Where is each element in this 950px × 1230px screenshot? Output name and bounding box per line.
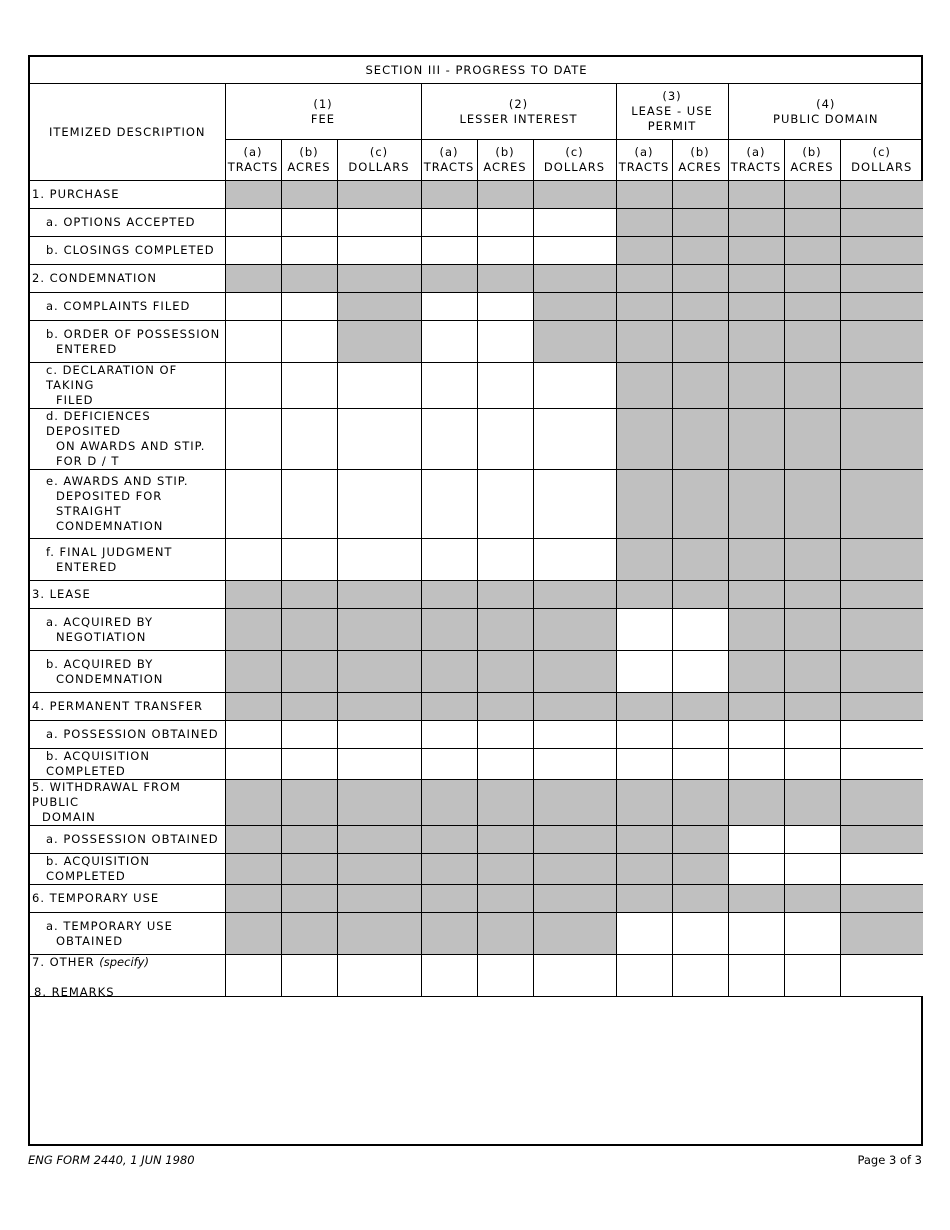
row-label: 2. CONDEMNATION xyxy=(30,265,225,293)
shaded-cell xyxy=(840,913,923,955)
entry-cell[interactable] xyxy=(281,721,337,749)
shaded-cell xyxy=(616,885,672,913)
shaded-cell xyxy=(784,293,840,321)
table-row xyxy=(30,651,923,693)
shaded-cell xyxy=(281,826,337,854)
shaded-cell xyxy=(616,237,672,265)
row-label: 6. TEMPORARY USE xyxy=(30,885,225,913)
shaded-cell xyxy=(616,693,672,721)
sub-header-acres: (b) ACRES xyxy=(477,140,533,181)
shaded-cell xyxy=(281,913,337,955)
entry-cell[interactable] xyxy=(225,237,281,265)
entry-cell[interactable] xyxy=(672,609,728,651)
entry-cell[interactable] xyxy=(840,749,923,780)
shaded-cell xyxy=(337,265,421,293)
shaded-cell xyxy=(421,693,477,721)
shaded-cell xyxy=(533,693,616,721)
shaded-cell xyxy=(225,826,281,854)
shaded-cell xyxy=(421,581,477,609)
table-row xyxy=(30,885,923,913)
table-row xyxy=(30,609,923,651)
shaded-cell xyxy=(477,854,533,885)
entry-cell[interactable] xyxy=(616,721,672,749)
shaded-cell xyxy=(421,265,477,293)
entry-cell[interactable] xyxy=(281,749,337,780)
entry-cell[interactable] xyxy=(477,321,533,363)
shaded-cell xyxy=(840,581,923,609)
shaded-cell xyxy=(533,913,616,955)
entry-cell[interactable] xyxy=(477,363,533,409)
shaded-cell xyxy=(728,181,784,209)
sub-header-tracts: (a) TRACTS xyxy=(616,140,672,181)
shaded-cell xyxy=(477,651,533,693)
entry-cell[interactable] xyxy=(421,539,477,581)
shaded-cell xyxy=(225,609,281,651)
table-row xyxy=(30,265,923,293)
shaded-cell xyxy=(840,363,923,409)
entry-cell[interactable] xyxy=(477,409,533,470)
shaded-cell xyxy=(728,363,784,409)
shaded-cell xyxy=(337,693,421,721)
shaded-cell xyxy=(840,470,923,539)
sub-header-tracts: (a) TRACTS xyxy=(225,140,281,181)
entry-cell[interactable] xyxy=(533,237,616,265)
shaded-cell xyxy=(616,470,672,539)
entry-cell[interactable] xyxy=(672,651,728,693)
table-row xyxy=(30,693,923,721)
shaded-cell xyxy=(784,651,840,693)
shaded-cell xyxy=(672,409,728,470)
shaded-cell xyxy=(728,693,784,721)
shaded-cell xyxy=(337,609,421,651)
shaded-cell xyxy=(840,181,923,209)
entry-cell[interactable] xyxy=(281,363,337,409)
entry-cell[interactable] xyxy=(421,293,477,321)
shaded-cell xyxy=(616,581,672,609)
shaded-cell xyxy=(840,539,923,581)
shaded-cell xyxy=(672,539,728,581)
shaded-cell xyxy=(784,181,840,209)
shaded-cell xyxy=(784,470,840,539)
entry-cell[interactable] xyxy=(225,749,281,780)
shaded-cell xyxy=(616,181,672,209)
row-label: a. POSSESSION OBTAINED xyxy=(30,826,225,854)
shaded-cell xyxy=(728,885,784,913)
row-label: d. DEFICIENCES DEPOSITED ON AWARDS AND STIP. FOR D / T xyxy=(30,409,225,470)
row-label: a. OPTIONS ACCEPTED xyxy=(30,209,225,237)
shaded-cell xyxy=(533,265,616,293)
shaded-cell xyxy=(337,826,421,854)
row-label: c. DECLARATION OF TAKING FILED xyxy=(30,363,225,409)
entry-cell[interactable] xyxy=(337,237,421,265)
entry-cell[interactable] xyxy=(337,721,421,749)
shaded-cell xyxy=(337,181,421,209)
shaded-cell xyxy=(728,209,784,237)
entry-cell[interactable] xyxy=(225,293,281,321)
shaded-cell xyxy=(616,539,672,581)
table-row xyxy=(30,539,923,581)
shaded-cell xyxy=(421,826,477,854)
shaded-cell xyxy=(281,854,337,885)
entry-cell[interactable] xyxy=(728,749,784,780)
entry-cell[interactable] xyxy=(281,539,337,581)
shaded-cell xyxy=(421,609,477,651)
shaded-cell xyxy=(672,237,728,265)
entry-cell[interactable] xyxy=(281,293,337,321)
shaded-cell xyxy=(728,237,784,265)
shaded-cell xyxy=(337,321,421,363)
entry-cell[interactable] xyxy=(784,749,840,780)
shaded-cell xyxy=(672,321,728,363)
shaded-cell xyxy=(533,826,616,854)
shaded-cell xyxy=(784,237,840,265)
entry-cell[interactable] xyxy=(672,721,728,749)
sub-header-tracts: (a) TRACTS xyxy=(421,140,477,181)
shaded-cell xyxy=(421,854,477,885)
entry-cell[interactable] xyxy=(281,470,337,539)
entry-cell[interactable] xyxy=(477,293,533,321)
table-row xyxy=(30,780,923,826)
shaded-cell xyxy=(533,609,616,651)
row-label: a. TEMPORARY USE OBTAINED xyxy=(30,913,225,955)
table-row xyxy=(30,321,923,363)
entry-cell[interactable] xyxy=(421,721,477,749)
entry-cell[interactable] xyxy=(337,539,421,581)
section-title: SECTION III - PROGRESS TO DATE xyxy=(30,57,923,84)
entry-cell[interactable] xyxy=(225,470,281,539)
shaded-cell xyxy=(281,609,337,651)
table-row xyxy=(30,409,923,470)
table-row xyxy=(30,293,923,321)
shaded-cell xyxy=(477,826,533,854)
shaded-cell xyxy=(421,885,477,913)
shaded-cell xyxy=(728,293,784,321)
sub-header-acres: (b) ACRES xyxy=(672,140,728,181)
shaded-cell xyxy=(533,885,616,913)
shaded-cell xyxy=(477,609,533,651)
entry-cell[interactable] xyxy=(337,209,421,237)
shaded-cell xyxy=(477,780,533,826)
shaded-cell xyxy=(840,780,923,826)
entry-cell[interactable] xyxy=(281,409,337,470)
shaded-cell xyxy=(672,854,728,885)
shaded-cell xyxy=(225,854,281,885)
row-label: 3. LEASE xyxy=(30,581,225,609)
entry-cell[interactable] xyxy=(840,721,923,749)
shaded-cell xyxy=(281,181,337,209)
shaded-cell xyxy=(784,363,840,409)
shaded-cell xyxy=(784,539,840,581)
rows-body xyxy=(30,181,923,997)
table-row xyxy=(30,749,923,780)
entry-cell[interactable] xyxy=(421,409,477,470)
shaded-cell xyxy=(728,780,784,826)
entry-cell[interactable] xyxy=(672,913,728,955)
entry-cell[interactable] xyxy=(840,854,923,885)
sub-header-dollars: (c) DOLLARS xyxy=(337,140,421,181)
shaded-cell xyxy=(421,181,477,209)
shaded-cell xyxy=(672,293,728,321)
table-row xyxy=(30,209,923,237)
row-label: f. FINAL JUDGMENT ENTERED xyxy=(30,539,225,581)
shaded-cell xyxy=(225,651,281,693)
progress-table xyxy=(30,57,923,997)
entry-cell[interactable] xyxy=(616,749,672,780)
row-label: b. ACQUISITION COMPLETED xyxy=(30,854,225,885)
shaded-cell xyxy=(616,265,672,293)
row-label: b. ACQUIRED BY CONDEMNATION xyxy=(30,651,225,693)
shaded-cell xyxy=(281,581,337,609)
form-number: ENG FORM 2440, 1 JUN 1980 xyxy=(28,1153,195,1167)
table-row xyxy=(30,581,923,609)
shaded-cell xyxy=(840,651,923,693)
shaded-cell xyxy=(672,363,728,409)
shaded-cell xyxy=(225,913,281,955)
shaded-cell xyxy=(728,539,784,581)
shaded-cell xyxy=(616,409,672,470)
entry-cell[interactable] xyxy=(616,651,672,693)
shaded-cell xyxy=(421,780,477,826)
shaded-cell xyxy=(421,651,477,693)
row-label: b. ACQUISITION COMPLETED xyxy=(30,749,225,780)
shaded-cell xyxy=(281,885,337,913)
shaded-cell xyxy=(477,693,533,721)
shaded-cell xyxy=(337,913,421,955)
table-row xyxy=(30,181,923,209)
shaded-cell xyxy=(225,885,281,913)
shaded-cell xyxy=(337,581,421,609)
entry-cell[interactable] xyxy=(728,721,784,749)
remarks-box[interactable] xyxy=(30,981,923,1146)
shaded-cell xyxy=(477,913,533,955)
entry-cell[interactable] xyxy=(281,237,337,265)
entry-cell[interactable] xyxy=(728,913,784,955)
shaded-cell xyxy=(840,265,923,293)
shaded-cell xyxy=(337,780,421,826)
shaded-cell xyxy=(672,885,728,913)
shaded-cell xyxy=(616,293,672,321)
row-label: e. AWARDS AND STIP. DEPOSITED FOR STRAIGHT CONDEMNATION xyxy=(30,470,225,539)
shaded-cell xyxy=(533,321,616,363)
shaded-cell xyxy=(477,581,533,609)
group-header-lease-use-permit: (3) LEASE - USE PERMIT xyxy=(616,84,728,140)
entry-cell[interactable] xyxy=(281,321,337,363)
sub-header-tracts: (a) TRACTS xyxy=(728,140,784,181)
shaded-cell xyxy=(784,885,840,913)
shaded-cell xyxy=(784,321,840,363)
entry-cell[interactable] xyxy=(225,209,281,237)
entry-cell[interactable] xyxy=(225,363,281,409)
shaded-cell xyxy=(840,293,923,321)
shaded-cell xyxy=(281,651,337,693)
entry-cell[interactable] xyxy=(784,854,840,885)
entry-cell[interactable] xyxy=(225,721,281,749)
shaded-cell xyxy=(225,581,281,609)
row-label: a. POSSESSION OBTAINED xyxy=(30,721,225,749)
shaded-cell xyxy=(728,265,784,293)
shaded-cell xyxy=(784,209,840,237)
shaded-cell xyxy=(225,693,281,721)
entry-cell[interactable] xyxy=(225,539,281,581)
entry-cell[interactable] xyxy=(728,826,784,854)
entry-cell[interactable] xyxy=(533,539,616,581)
shaded-cell xyxy=(840,321,923,363)
shaded-cell xyxy=(421,913,477,955)
shaded-cell xyxy=(840,409,923,470)
shaded-cell xyxy=(616,826,672,854)
entry-cell[interactable] xyxy=(337,409,421,470)
entry-cell[interactable] xyxy=(784,913,840,955)
entry-cell[interactable] xyxy=(533,470,616,539)
sub-header-acres: (b) ACRES xyxy=(281,140,337,181)
row-label: 5. WITHDRAWAL FROM PUBLIC DOMAIN xyxy=(30,780,225,826)
shaded-cell xyxy=(281,780,337,826)
shaded-cell xyxy=(672,209,728,237)
shaded-cell xyxy=(784,409,840,470)
row-label: a. ACQUIRED BY NEGOTIATION xyxy=(30,609,225,651)
table-row xyxy=(30,237,923,265)
shaded-cell xyxy=(477,885,533,913)
shaded-cell xyxy=(337,885,421,913)
entry-cell[interactable] xyxy=(421,470,477,539)
shaded-cell xyxy=(784,780,840,826)
shaded-cell xyxy=(784,265,840,293)
shaded-cell xyxy=(616,780,672,826)
shaded-cell xyxy=(784,693,840,721)
shaded-cell xyxy=(533,581,616,609)
remarks-label: 8. REMARKS xyxy=(34,985,115,999)
shaded-cell xyxy=(784,581,840,609)
shaded-cell xyxy=(672,265,728,293)
row-label: 1. PURCHASE xyxy=(30,181,225,209)
group-header-public-domain: (4) PUBLIC DOMAIN xyxy=(728,84,923,140)
entry-cell[interactable] xyxy=(784,721,840,749)
shaded-cell xyxy=(840,237,923,265)
row-label: 4. PERMANENT TRANSFER xyxy=(30,693,225,721)
page-number: Page 3 of 3 xyxy=(857,1153,922,1167)
shaded-cell xyxy=(840,826,923,854)
shaded-cell xyxy=(728,651,784,693)
shaded-cell xyxy=(840,693,923,721)
entry-cell[interactable] xyxy=(337,470,421,539)
table-row xyxy=(30,854,923,885)
shaded-cell xyxy=(533,780,616,826)
shaded-cell xyxy=(672,581,728,609)
shaded-cell xyxy=(533,181,616,209)
entry-cell[interactable] xyxy=(225,409,281,470)
entry-cell[interactable] xyxy=(477,237,533,265)
shaded-cell xyxy=(477,181,533,209)
row-label: a. COMPLAINTS FILED xyxy=(30,293,225,321)
shaded-cell xyxy=(533,854,616,885)
entry-cell[interactable] xyxy=(477,749,533,780)
shaded-cell xyxy=(672,181,728,209)
shaded-cell xyxy=(281,693,337,721)
entry-cell[interactable] xyxy=(225,321,281,363)
sub-header-dollars: (c) DOLLARS xyxy=(840,140,923,181)
itemized-description-header: ITEMIZED DESCRIPTION xyxy=(30,84,225,181)
shaded-cell xyxy=(840,209,923,237)
entry-cell[interactable] xyxy=(616,913,672,955)
table-row xyxy=(30,470,923,539)
entry-cell[interactable] xyxy=(421,749,477,780)
shaded-cell xyxy=(728,609,784,651)
shaded-cell xyxy=(225,265,281,293)
shaded-cell xyxy=(616,854,672,885)
entry-cell[interactable] xyxy=(616,609,672,651)
shaded-cell xyxy=(728,409,784,470)
shaded-cell xyxy=(281,265,337,293)
progress-form xyxy=(28,55,923,1146)
entry-cell[interactable] xyxy=(337,749,421,780)
shaded-cell xyxy=(672,693,728,721)
shaded-cell xyxy=(533,651,616,693)
entry-cell[interactable] xyxy=(533,721,616,749)
shaded-cell xyxy=(616,321,672,363)
shaded-cell xyxy=(337,854,421,885)
shaded-cell xyxy=(225,780,281,826)
shaded-cell xyxy=(728,470,784,539)
entry-cell[interactable] xyxy=(533,749,616,780)
entry-cell[interactable] xyxy=(421,363,477,409)
shaded-cell xyxy=(840,885,923,913)
shaded-cell xyxy=(616,209,672,237)
entry-cell[interactable] xyxy=(421,209,477,237)
shaded-cell xyxy=(225,181,281,209)
row-label: b. ORDER OF POSSESSION ENTERED xyxy=(30,321,225,363)
table-row xyxy=(30,363,923,409)
entry-cell[interactable] xyxy=(477,539,533,581)
entry-cell[interactable] xyxy=(337,363,421,409)
entry-cell[interactable] xyxy=(477,209,533,237)
entry-cell[interactable] xyxy=(533,409,616,470)
entry-cell[interactable] xyxy=(477,721,533,749)
entry-cell[interactable] xyxy=(533,209,616,237)
entry-cell[interactable] xyxy=(784,826,840,854)
shaded-cell xyxy=(672,826,728,854)
entry-cell[interactable] xyxy=(281,209,337,237)
shaded-cell xyxy=(672,470,728,539)
shaded-cell xyxy=(533,293,616,321)
table-row xyxy=(30,913,923,955)
entry-cell[interactable] xyxy=(533,363,616,409)
shaded-cell xyxy=(616,363,672,409)
group-header-lesser-interest: (2) LESSER INTEREST xyxy=(421,84,616,140)
entry-cell[interactable] xyxy=(728,854,784,885)
table-row xyxy=(30,826,923,854)
table-row xyxy=(30,721,923,749)
sub-header-dollars: (c) DOLLARS xyxy=(533,140,616,181)
shaded-cell xyxy=(728,321,784,363)
shaded-cell xyxy=(337,651,421,693)
entry-cell[interactable] xyxy=(672,749,728,780)
shaded-cell xyxy=(672,780,728,826)
entry-cell[interactable] xyxy=(477,470,533,539)
shaded-cell xyxy=(728,581,784,609)
entry-cell[interactable] xyxy=(421,237,477,265)
entry-cell[interactable] xyxy=(421,321,477,363)
row-label: b. CLOSINGS COMPLETED xyxy=(30,237,225,265)
sub-header-acres: (b) ACRES xyxy=(784,140,840,181)
group-header-fee: (1) FEE xyxy=(225,84,421,140)
row-label: 7. OTHER (specify) xyxy=(30,955,225,997)
shaded-cell xyxy=(840,609,923,651)
shaded-cell xyxy=(784,609,840,651)
shaded-cell xyxy=(477,265,533,293)
shaded-cell xyxy=(337,293,421,321)
